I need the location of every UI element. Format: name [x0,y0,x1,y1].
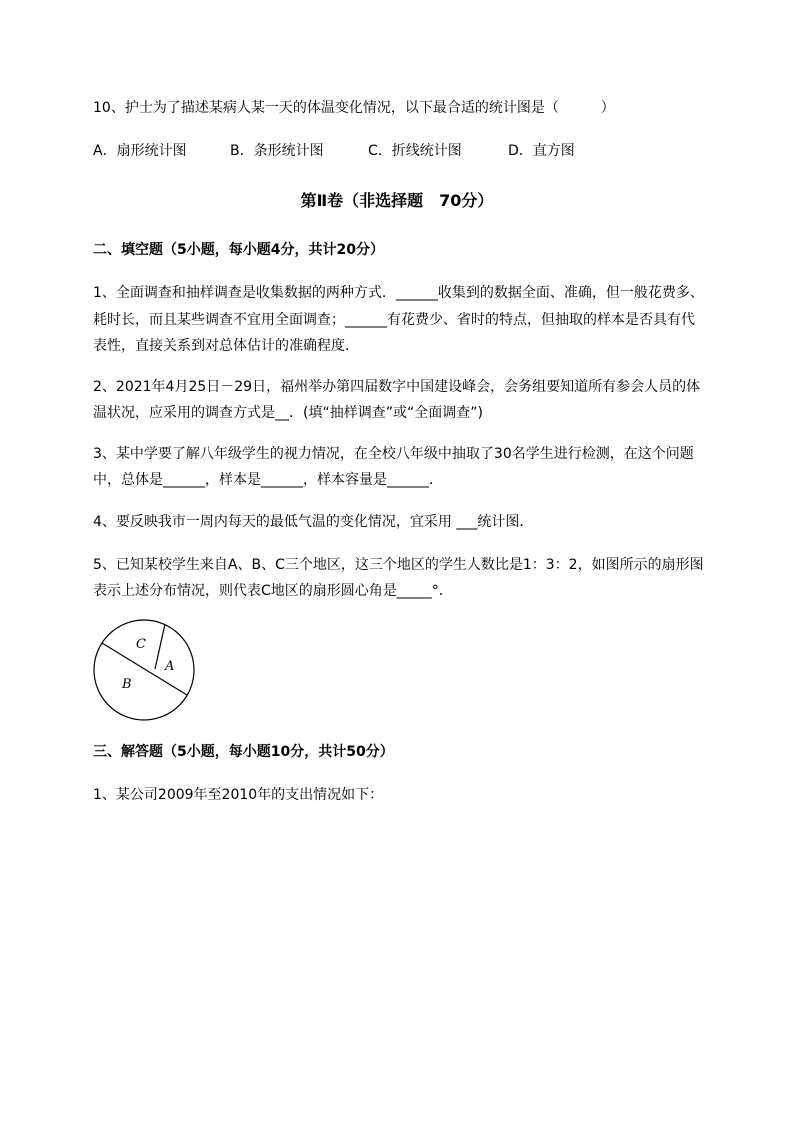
fill-q3-line2: 中，总体是______，样本是______，样本容量是______． [93,472,443,488]
pie-figure [92,618,196,722]
q10-stem: 10、护士为了描述某病人某一天的体温变化情况，以下最合适的统计图是（ ） [93,100,615,116]
pie-svg [92,618,196,722]
fill-q1-line3: 表性，直接关系到对总体估计的准确程度． [93,338,359,354]
fill-q1-line2: 耗时长，而且某些调查不宜用全面调查；______有花费少、省时的特点，但抽取的样本是否具有代 [93,312,695,328]
fill-q2-line1: 2、2021年4月25日－29日，福州举办第四届数字中国建设峰会，会务组要知道所有参会人员的体 [93,379,701,395]
fill-q2-line2: 温状况，应采用的调查方式是__．(填“抽样调查”或“全面调查”) [93,405,483,421]
q10-option-c: C．折线统计图 [368,143,462,159]
fill-section-heading: 二、填空题（5小题，每小题4分，共计20分） [93,242,384,258]
pie-radius-line [155,624,165,669]
fill-q3-line1: 3、某中学要了解八年级学生的视力情况，在全校八年级中抽取了30名学生进行检测，在这个问题 [93,446,694,462]
fill-q4: 4、要反映我市一周内每天的最低气温的变化情况，宜采用 ___统计图． [93,514,534,530]
part2-title: 第Ⅱ卷（非选择题 70分） [300,191,494,210]
fill-q5-line1: 5、已知某校学生来自A、B、C三个地区，这三个地区的学生人数比是1：3：2，如图所示的扇形图 [93,557,704,573]
q10-option-d: D．直方图 [508,143,575,159]
fill-q1-line1: 1、全面调查和抽样调查是收集数据的两种方式．______收集到的数据全面、准确，但一般花费多、 [93,285,704,301]
pie-label-c: C [136,637,146,652]
fill-q5-line2: 表示上述分布情况，则代表C地区的扇形圆心角是_____°． [93,583,453,599]
pie-label-b: B [122,677,132,692]
pie-circle [94,620,194,720]
solve-q1: 1、某公司2009年至2010年的支出情况如下： [93,787,384,803]
pie-label-a: A [165,659,175,674]
solve-section-heading: 三、解答题（5小题，每小题10分，共计50分） [93,744,394,760]
q10-option-a: A．扇形统计图 [93,143,187,159]
q10-option-b: B．条形统计图 [230,143,324,159]
